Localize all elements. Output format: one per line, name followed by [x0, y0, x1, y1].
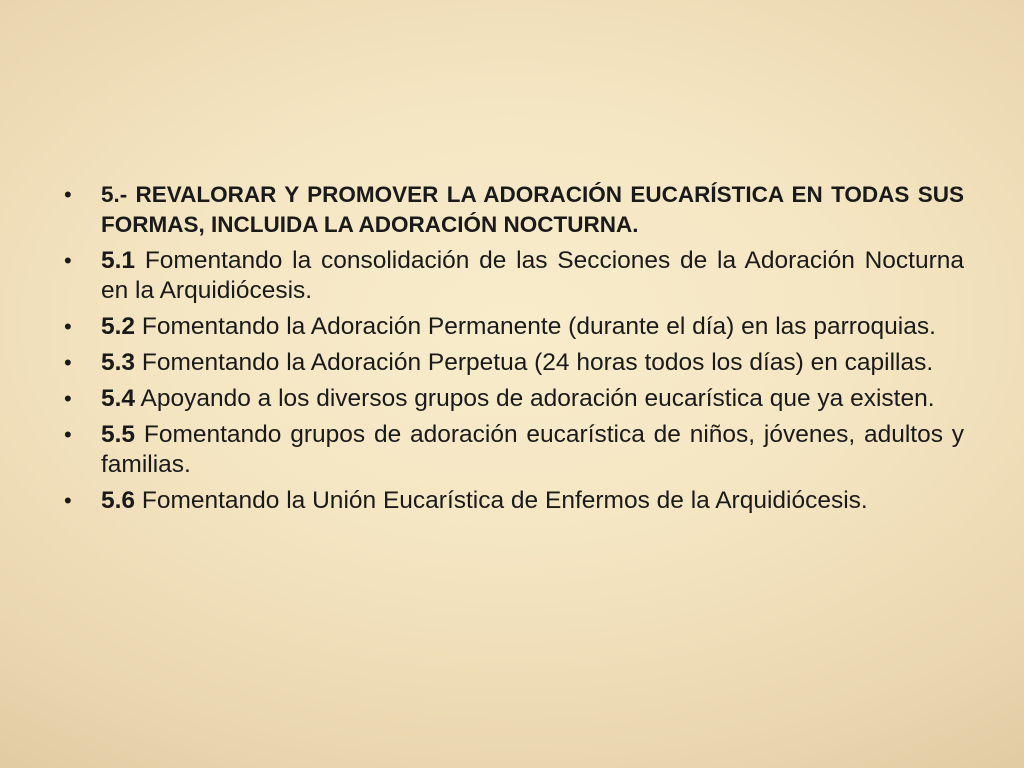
bullet-icon: • — [64, 248, 72, 273]
bullet-text: Fomentando la Adoración Permanente (durante el día) en las parroquias. — [141, 313, 936, 340]
bullet-number: 5.3 — [101, 349, 136, 376]
bullet-item-heading — [64, 180, 964, 240]
bullet-text: Fomentando la Unión Eucarística de Enfermos de la Arquidiócesis. — [141, 487, 868, 514]
bullet-icon: • — [64, 488, 72, 513]
bullet-list — [64, 180, 964, 516]
bullet-number: 5.5 — [101, 421, 136, 448]
bullet-item-5-1 — [64, 246, 964, 306]
bullet-item-5-5 — [64, 420, 964, 480]
bullet-icon: • — [64, 422, 72, 447]
bullet-text: Fomentando la Adoración Perpetua (24 horas todos los días) en capillas. — [141, 349, 934, 376]
bullet-text: Fomentando la consolidación de las Secciones de la Adoración Nocturna en la Arquidiócesis. — [101, 247, 964, 304]
bullet-item-5-4 — [64, 384, 964, 414]
bullet-heading-text: 5.- REVALORAR Y PROMOVER LA ADORACIÓN EUCARÍSTICA EN TODAS SUS FORMAS, INCLUIDA LA ADORACIÓN NOCTURNA. — [101, 182, 964, 237]
bullet-item-5-2 — [64, 312, 964, 342]
bullet-text: Fomentando grupos de adoración eucarística de niños, jóvenes, adultos y familias. — [101, 421, 965, 478]
bullet-icon: • — [64, 182, 72, 207]
slide-content — [64, 180, 964, 522]
bullet-text: Apoyando a los diversos grupos de adoración eucarística que ya existen. — [140, 385, 935, 412]
bullet-icon: • — [64, 350, 72, 375]
bullet-icon: • — [64, 314, 72, 339]
bullet-item-5-3 — [64, 348, 964, 378]
bullet-number: 5.2 — [101, 313, 136, 340]
bullet-number: 5.1 — [101, 247, 136, 274]
bullet-number: 5.4 — [101, 385, 136, 412]
bullet-item-5-6 — [64, 486, 964, 516]
bullet-number: 5.6 — [101, 487, 136, 514]
bullet-icon: • — [64, 386, 72, 411]
